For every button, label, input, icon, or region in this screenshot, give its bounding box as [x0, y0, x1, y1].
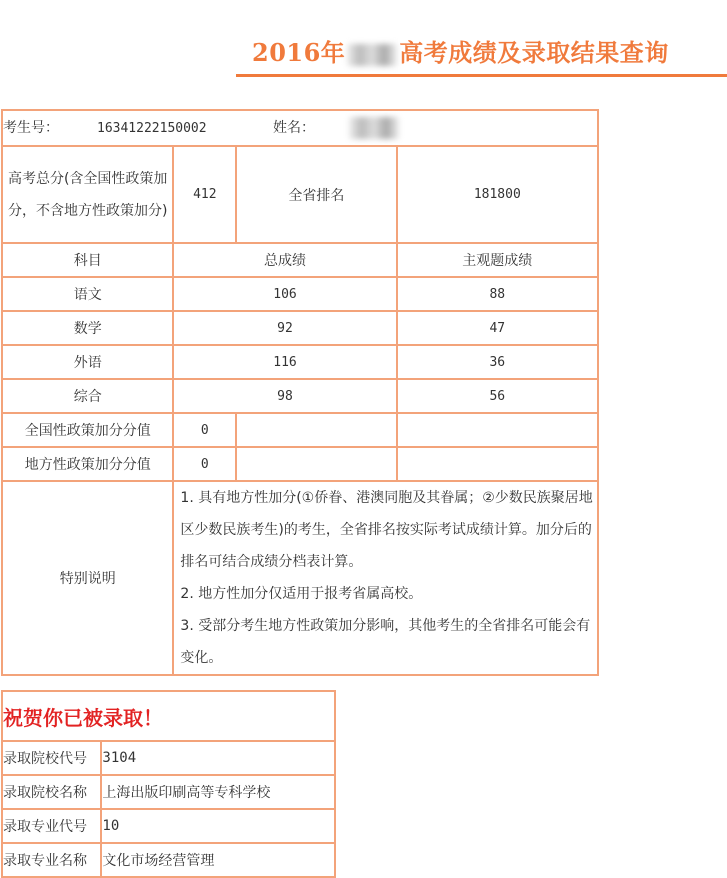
page-title: [252, 33, 669, 68]
note-item: 1. 具有地方性加分(①侨眷、港澳同胞及其眷属；②少数民族聚居地区少数民族考生)的考生，全省排名按实际考试成绩计算。加分后的排名可结合成绩分档表计算。: [180, 490, 593, 570]
major-code-label: 录取专业代号: [2, 809, 101, 843]
major-name-value: 文化市场经营管理: [101, 843, 335, 877]
rank-label: 全省排名: [236, 146, 396, 243]
congrats-message: 祝贺你已被录取！: [2, 691, 335, 741]
subject-subjective: 47: [397, 311, 598, 345]
subject-total: 106: [173, 277, 396, 311]
subject-header: 科目: [2, 243, 173, 277]
notes-label: 特别说明: [2, 481, 173, 675]
subject-subjective: 36: [397, 345, 598, 379]
student-info-row: [2, 110, 598, 146]
empty-cell: [397, 447, 598, 481]
school-name-label: 录取院校名称: [2, 775, 101, 809]
major-code-row: [2, 809, 335, 843]
subject-total: 92: [173, 311, 396, 345]
student-name-label: 姓名：: [273, 120, 315, 136]
total-header: 总成绩: [173, 243, 396, 277]
total-score-value: 412: [173, 146, 236, 243]
subject-row: [2, 379, 598, 413]
subject-row: [2, 311, 598, 345]
subject-subjective: 56: [397, 379, 598, 413]
note-item: 2. 地方性加分仅适用于报考省属高校。: [180, 586, 423, 602]
redacted-region: [347, 44, 397, 66]
school-name-row: [2, 775, 335, 809]
major-name-label: 录取专业名称: [2, 843, 101, 877]
note-item: 3. 受部分考生地方性政策加分影响，其他考生的全省排名可能会有变化。: [180, 618, 591, 666]
student-id-label: 考生号：: [3, 120, 59, 136]
major-code-value: 10: [101, 809, 335, 843]
admission-table: [1, 690, 336, 878]
congrats-row: [2, 691, 335, 741]
title-suffix: 高考成绩及录取结果查询: [399, 38, 669, 67]
column-header-row: [2, 243, 598, 277]
subjective-header: 主观题成绩: [397, 243, 598, 277]
subject-name: 综合: [2, 379, 173, 413]
national-bonus-row: [2, 413, 598, 447]
total-score-label: 高考总分(含全国性政策加分，不含地方性政策加分): [2, 146, 173, 243]
subject-name: 数学: [2, 311, 173, 345]
school-name-value: 上海出版印刷高等专科学校: [101, 775, 335, 809]
rank-value: 181800: [397, 146, 598, 243]
major-name-row: [2, 843, 335, 877]
subject-total: 116: [173, 345, 396, 379]
national-bonus-value: 0: [173, 413, 236, 447]
total-score-row: [2, 146, 598, 243]
score-table: [1, 109, 599, 676]
subject-name: 语文: [2, 277, 173, 311]
subject-row: [2, 277, 598, 311]
local-bonus-label: 地方性政策加分分值: [2, 447, 173, 481]
national-bonus-label: 全国性政策加分分值: [2, 413, 173, 447]
subject-subjective: 88: [397, 277, 598, 311]
empty-cell: [236, 413, 396, 447]
student-info-cell: [2, 110, 598, 146]
title-underline: [236, 74, 727, 77]
notes-content: [173, 481, 598, 675]
empty-cell: [397, 413, 598, 447]
school-code-row: [2, 741, 335, 775]
notes-row: [2, 481, 598, 675]
subject-total: 98: [173, 379, 396, 413]
empty-cell: [236, 447, 396, 481]
subject-row: [2, 345, 598, 379]
school-code-value: 3104: [101, 741, 335, 775]
title-prefix: 2016年: [252, 38, 346, 67]
student-name-redacted: [349, 117, 399, 139]
local-bonus-value: 0: [173, 447, 236, 481]
student-id-value: 16341222150002: [97, 121, 207, 136]
school-code-label: 录取院校代号: [2, 741, 101, 775]
subject-name: 外语: [2, 345, 173, 379]
local-bonus-row: [2, 447, 598, 481]
